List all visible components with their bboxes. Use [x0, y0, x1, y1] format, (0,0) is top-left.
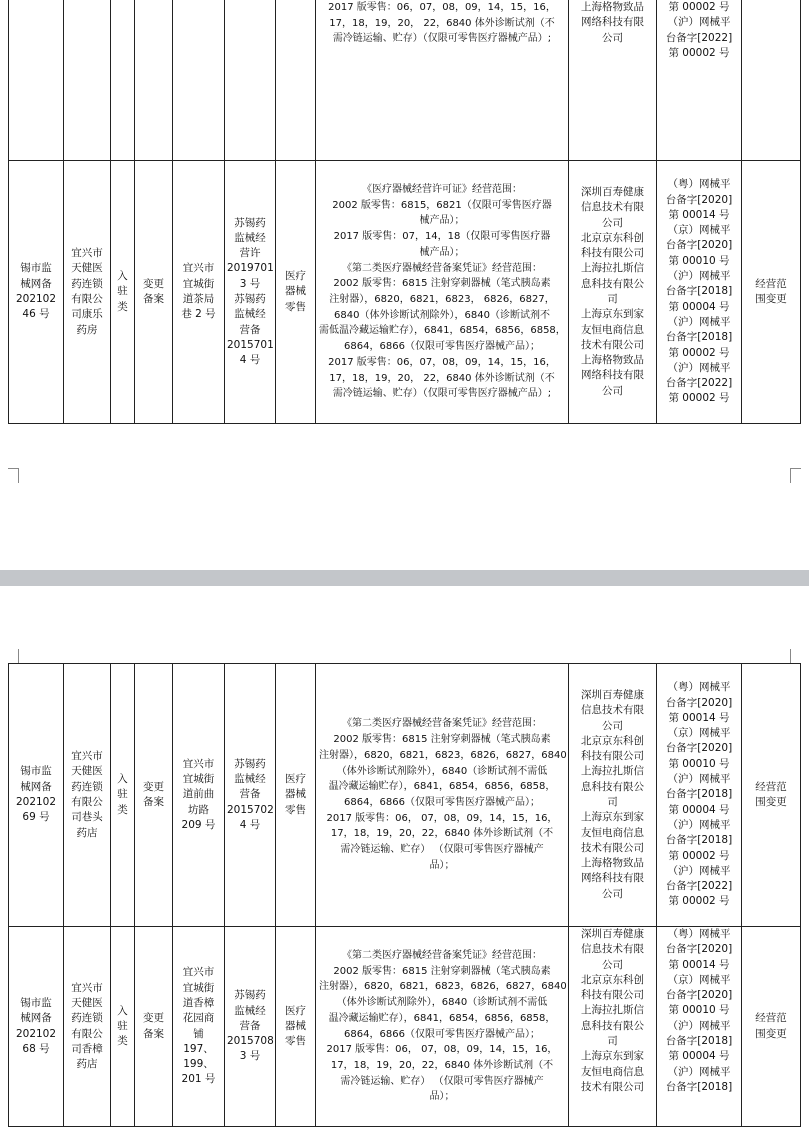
category-cell: [276, 161, 316, 424]
cell-text-line: 第 00014 号: [668, 711, 730, 724]
cell-text-line: 营许: [239, 247, 261, 260]
cell-text-line: 网络科技有限: [581, 16, 644, 29]
cell-text-line: 技术有限公司: [581, 1080, 644, 1093]
cell-text-line: 台备字[2018]: [665, 1080, 733, 1093]
cell-text-line: 宜城街: [182, 773, 215, 786]
cell-text-line: 天健医: [71, 262, 103, 275]
cell-text-line: （沪）网械平: [667, 16, 731, 29]
cell-text-line: 17，18，19，20， 22，6840 体外诊断试剂（不: [329, 17, 555, 29]
cell-text-line: 药店: [76, 826, 98, 839]
cell-text-line: 2017 版零售：06， 07，08，09，14，15，16，: [326, 1044, 558, 1056]
cell-text-line: 宜兴市: [182, 757, 215, 770]
cell-text-line: 苏锡药: [234, 216, 266, 229]
cell-text-line: 医疗: [285, 1004, 306, 1017]
scope-cell: [316, 927, 569, 1127]
cell-text-line: 围变更: [755, 796, 787, 808]
cell-text-line: 科技有限公司: [581, 989, 644, 1002]
cell-text-line: 息科技有限公: [581, 277, 644, 290]
cell-text-line: 信息技术有限: [581, 943, 644, 956]
cell-text-line: 深圳百寿健康: [581, 688, 644, 701]
cell-text-line: 深圳百寿健康: [581, 928, 644, 940]
cell-text-line: 需低温冷藏运输贮存），6841，6854，6856，6858，: [319, 325, 566, 337]
cell-text-line: 201 号: [181, 1073, 216, 1086]
access-type-cell: [111, 0, 135, 161]
cell-text-line: （沪）网械平: [667, 1019, 731, 1032]
cell-text-line: 台备字[2018]: [665, 1035, 733, 1048]
access-type-cell: [111, 927, 135, 1127]
cell-text-line: 2017 版零售：06， 07，08，09，14，15，16，: [326, 812, 558, 824]
cell-text-line: 息科技有限公: [581, 780, 644, 793]
cell-text-line: 《第二类医疗器械经营备案凭证》经营范围：: [342, 718, 542, 730]
cell-text-line: 监械经: [234, 773, 266, 786]
cell-text-line: 北京京东科创: [581, 734, 644, 747]
cell-text-line: 围变更: [755, 293, 787, 305]
cell-text-line: 公司: [602, 958, 623, 971]
cell-text-line: 友恒电商信息: [581, 1065, 644, 1078]
cell-text-line: 台备字[2018]: [665, 331, 733, 344]
cell-text-line: 药店: [76, 1058, 98, 1071]
cell-text-line: 经营范: [755, 277, 787, 290]
cell-text-line: 第 00014 号: [668, 208, 730, 221]
cell-text-line: 6864，6866（仅限可零售医疗器械产品）；: [344, 1028, 540, 1040]
cell-text-line: 科技有限公司: [581, 247, 644, 260]
record-no-cell: [9, 664, 64, 927]
cell-text-line: 注射器），6820，6821，6823，6826，6827，6840: [319, 981, 567, 993]
cell-text-line: 需冷链运输、贮存） （仅限可零售医疗器械产: [340, 1075, 544, 1087]
cell-text-line: 上海京东到家: [581, 308, 644, 321]
cell-text-line: 《第二类医疗器械经营备案凭证》经营范围：: [342, 949, 542, 961]
cell-text-line: （沪）网械平: [667, 315, 731, 328]
cell-text-line: 宜兴市: [71, 981, 103, 994]
cell-text-line: 司: [607, 1035, 618, 1048]
cell-text-line: 司巷头: [71, 811, 103, 824]
cell-text-line: 2002 版零售：6815 注射穿刺器械（笔式胰岛素: [333, 734, 551, 746]
cell-text-line: 2019701: [227, 262, 274, 275]
cell-text-line: 温冷藏运输贮存），6841，6854，6856，6858，: [328, 781, 556, 793]
cell-text-line: 温冷藏运输贮存），6841，6854，6856，6858，: [328, 1012, 556, 1024]
cell-text-line: 深圳百寿健康: [581, 185, 644, 198]
page-separator: [0, 570, 809, 586]
cell-text-line: （体外诊断试剂除外），6840（诊断试剂不需低: [336, 765, 548, 777]
cell-text-line: 械网备: [20, 1012, 52, 1025]
cell-text-line: 2002 版零售：6815，6821（仅限可零售医疗器: [332, 199, 552, 211]
cell-text-line: 2017 版零售：06，07，08，09，14，15，16，: [328, 356, 556, 368]
change-type-cell: [135, 161, 173, 424]
cell-text-line: 2002 版零售：6815 注射穿刺器械（笔式胰岛素: [333, 278, 551, 290]
table-row: [9, 927, 801, 1127]
cell-text-line: 17，18，19，20，22，6840 体外诊断试剂（不: [330, 1059, 554, 1071]
cell-text-line: 备案: [143, 1027, 164, 1040]
cell-text-line: （沪）网械平: [667, 864, 731, 877]
cell-text-line: 驻: [117, 788, 128, 801]
cell-text-line: 驻: [117, 285, 128, 298]
cell-text-line: 宜兴市: [182, 966, 215, 979]
cell-text-line: 上海拉扎斯信: [581, 262, 644, 275]
company-cell: [64, 0, 111, 161]
cell-text-line: （沪）网械平: [667, 1065, 731, 1078]
cell-text-line: 台备字[2020]: [665, 696, 733, 709]
access-type-cell: [111, 664, 135, 927]
cell-text-line: 台备字[2018]: [665, 285, 733, 298]
cell-text-line: 宜兴市: [182, 262, 215, 275]
cell-text-line: 《医疗器械经营许可证》经营范围：: [362, 184, 522, 196]
cell-text-line: 类: [117, 300, 128, 313]
table-row-partial: [9, 0, 801, 161]
cell-text-line: 药连锁: [71, 1012, 103, 1025]
cell-text-line: 公司: [602, 31, 623, 44]
page-corner-mark: [790, 649, 801, 664]
cell-text-line: 2015701: [227, 338, 274, 351]
cell-text-line: 2002 版零售：6815 注射穿刺器械（笔式胰岛素: [333, 965, 551, 977]
cell-text-line: 监械经: [234, 308, 266, 321]
cell-text-line: 入: [117, 773, 128, 786]
cell-text-line: 监械经: [234, 1004, 266, 1017]
platform-cell: [569, 664, 657, 927]
cell-text-line: 道前曲: [182, 788, 215, 801]
platform-record-cell: [657, 161, 742, 424]
platform-cell: [569, 0, 657, 161]
cell-text-line: 公司: [602, 719, 623, 732]
cell-text-line: 第 00002 号: [668, 895, 730, 908]
cell-text-line: 司康乐: [71, 308, 103, 321]
cell-text-line: 台备字[2020]: [665, 989, 733, 1002]
cell-text-line: 变更: [143, 780, 164, 793]
license-cell: [225, 664, 276, 927]
cell-text-line: 苏锡药: [234, 989, 266, 1002]
cell-text-line: 品）；: [429, 859, 455, 871]
cell-text-line: 第 00014 号: [668, 958, 730, 971]
cell-text-line: 2015702: [227, 803, 274, 816]
cell-text-line: 68 号: [22, 1042, 50, 1055]
cell-text-line: 网络科技有限: [581, 872, 644, 885]
cell-text-line: 备案: [143, 293, 164, 305]
company-cell: [64, 664, 111, 927]
cell-text-line: 经营范: [755, 780, 787, 793]
cell-text-line: 第 00002 号: [668, 46, 730, 59]
cell-text-line: 上海京东到家: [581, 811, 644, 824]
platform-cell: [569, 161, 657, 424]
cell-text-line: 台备字[2020]: [665, 239, 733, 252]
table-row: [9, 664, 801, 927]
cell-text-line: 202102: [15, 796, 57, 808]
cell-text-line: 医疗: [285, 773, 306, 786]
cell-text-line: 坊路: [188, 803, 209, 816]
cell-text-line: 第 00002 号: [668, 392, 730, 405]
cell-text-line: 锡市监: [20, 996, 52, 1009]
cell-text-line: 零售: [285, 803, 306, 816]
cell-text-line: 公司: [602, 384, 623, 397]
license-cell: [225, 927, 276, 1127]
page-corner-mark: [790, 468, 801, 483]
cell-text-line: 器械: [285, 1019, 306, 1032]
remark-cell: [742, 664, 801, 927]
cell-text-line: 第 00010 号: [668, 254, 730, 267]
cell-text-line: 台备字[2020]: [665, 193, 733, 206]
cell-text-line: 公司: [602, 887, 623, 900]
cell-text-line: 入: [117, 270, 128, 283]
cell-text-line: 2017 版零售：07，14，18（仅限可零售医疗器: [333, 231, 551, 243]
cell-text-line: 台备字[2020]: [665, 943, 733, 956]
cell-text-line: 入: [117, 1004, 128, 1017]
cell-text-line: 铺: [193, 1027, 204, 1040]
cell-text-line: （京）网械平: [667, 224, 731, 237]
cell-text-line: 3 号: [239, 277, 261, 290]
cell-text-line: 第 00004 号: [668, 300, 730, 313]
scope-cell: [316, 0, 569, 161]
cell-text-line: 技术有限公司: [581, 841, 644, 854]
cell-text-line: 技术有限公司: [581, 338, 644, 351]
cell-text-line: 经营范: [755, 1012, 787, 1025]
cell-text-line: 199、: [183, 1058, 214, 1071]
change-type-cell: [135, 664, 173, 927]
cell-text-line: 197、: [183, 1042, 214, 1055]
cell-text-line: （京）网械平: [667, 973, 731, 986]
cell-text-line: 第 00002 号: [668, 346, 730, 359]
cell-text-line: 2017 版零售：06，07，08，09，14，15，16，: [328, 2, 556, 13]
cell-text-line: 信息技术有限: [581, 704, 644, 717]
cell-text-line: 变更: [143, 1012, 164, 1025]
cell-text-line: 医疗: [285, 270, 306, 283]
platform-record-cell: [657, 927, 742, 1127]
address-cell: [173, 927, 225, 1127]
cell-text-line: 202102: [15, 293, 57, 305]
cell-text-line: 46 号: [22, 308, 50, 321]
cell-text-line: 69 号: [22, 811, 50, 824]
cell-text-line: 上海拉扎斯信: [581, 1004, 644, 1017]
cell-text-line: 北京京东科创: [581, 231, 644, 244]
cell-text-line: 天健医: [71, 996, 103, 1009]
cell-text-line: （粤）网械平: [667, 681, 731, 694]
cell-text-line: 锡市监: [20, 262, 52, 275]
cell-text-line: 台备字[2018]: [665, 834, 733, 847]
cell-text-line: 道香樟: [182, 996, 215, 1009]
platform-record-cell: [657, 0, 742, 161]
cell-text-line: 药连锁: [71, 277, 103, 290]
cell-text-line: 械产品）；: [419, 246, 465, 258]
cell-text-line: 药房: [76, 323, 98, 336]
cell-text-line: 宜城街: [182, 277, 215, 290]
cell-text-line: 有限公: [71, 796, 103, 808]
cell-text-line: 有限公: [71, 293, 103, 305]
record-no-cell: [9, 927, 64, 1127]
address-cell: [173, 0, 225, 161]
cell-text-line: 网络科技有限: [581, 369, 644, 382]
remark-cell: [742, 927, 801, 1127]
cell-text-line: 息科技有限公: [581, 1019, 644, 1032]
cell-text-line: 科技有限公司: [581, 750, 644, 763]
cell-text-line: 6840（体外诊断试剂除外），6840（诊断试剂不: [334, 309, 550, 321]
cell-text-line: 上海格物致品: [581, 857, 644, 870]
cell-text-line: 台备字[2020]: [665, 742, 733, 755]
cell-text-line: 友恒电商信息: [581, 323, 644, 336]
cell-text-line: 道茶局: [182, 293, 215, 305]
record-no-cell: [9, 161, 64, 424]
cell-text-line: 台备字[2022]: [665, 377, 733, 390]
license-cell: [225, 0, 276, 161]
cell-text-line: （粤）网械平: [667, 928, 731, 940]
cell-text-line: 司: [607, 293, 618, 305]
cell-text-line: 注射器），6820，6821，6823， 6826，6827，: [329, 294, 555, 305]
cell-text-line: 宜兴市: [71, 247, 103, 260]
cell-text-line: 驻: [117, 1019, 128, 1032]
cell-text-line: （沪）网械平: [667, 361, 731, 374]
cell-text-line: 第 00002 号: [668, 1, 730, 13]
cell-text-line: 台备字[2022]: [665, 880, 733, 893]
cell-text-line: 品）；: [429, 1091, 455, 1103]
page-corner-mark: [8, 468, 19, 483]
cell-text-line: 营备: [239, 1019, 261, 1032]
change-type-cell: [135, 0, 173, 161]
table-row: [9, 161, 801, 424]
cell-text-line: 台备字[2022]: [665, 31, 733, 44]
cell-text-line: 备案: [143, 796, 164, 808]
platform-record-cell: [657, 664, 742, 927]
cell-text-line: 需冷链运输、贮存）（仅限可零售医疗器械产品）;: [332, 388, 552, 400]
category-cell: [276, 927, 316, 1127]
cell-text-line: 17，18，19，20， 22，6840 体外诊断试剂（不: [329, 372, 555, 384]
page-corner-mark: [8, 649, 19, 664]
cell-text-line: 苏锡药: [234, 757, 266, 770]
remark-cell: [742, 0, 801, 161]
cell-text-line: 巷 2 号: [181, 308, 216, 321]
cell-text-line: 北京京东科创: [581, 973, 644, 986]
page1-table: [8, 0, 801, 424]
cell-text-line: 第 00010 号: [668, 757, 730, 770]
cell-text-line: （粤）网械平: [667, 178, 731, 191]
cell-text-line: 宜城街: [182, 981, 215, 994]
cell-text-line: 6864，6866（仅限可零售医疗器械产品）；: [344, 797, 540, 808]
company-cell: [64, 927, 111, 1127]
cell-text-line: 4 号: [239, 354, 261, 367]
company-cell: [64, 161, 111, 424]
category-cell: [276, 0, 316, 161]
cell-text-line: 第 00010 号: [668, 1004, 730, 1017]
cell-text-line: 需冷链运输、贮存） （仅限可零售医疗器械产: [340, 844, 544, 856]
cell-text-line: 花园商: [182, 1012, 215, 1025]
cell-text-line: 友恒电商信息: [581, 826, 644, 839]
cell-text-line: 17，18，19，20，22，6840 体外诊断试剂（不: [330, 828, 554, 840]
cell-text-line: 营备: [239, 323, 261, 336]
cell-text-line: 类: [117, 803, 128, 816]
cell-text-line: 第 00002 号: [668, 849, 730, 862]
cell-text-line: 6864，6866（仅限可零售医疗器械产品）；: [344, 341, 540, 353]
cell-text-line: 司香樟: [71, 1042, 103, 1055]
cell-text-line: 宜兴市: [71, 750, 103, 763]
cell-text-line: 锡市监: [20, 765, 52, 778]
cell-text-line: 司: [607, 796, 618, 808]
license-cell: [225, 161, 276, 424]
cell-text-line: 202102: [15, 1027, 57, 1040]
cell-text-line: 围变更: [755, 1027, 787, 1040]
cell-text-line: 209 号: [181, 818, 216, 831]
cell-text-line: 第 00004 号: [668, 803, 730, 816]
scope-cell: [316, 161, 569, 424]
cell-text-line: 变更: [143, 277, 164, 290]
cell-text-line: 类: [117, 1035, 128, 1048]
cell-text-line: 监械经: [234, 231, 266, 244]
category-cell: [276, 664, 316, 927]
cell-text-line: 台备字[2018]: [665, 788, 733, 801]
cell-text-line: （沪）网械平: [667, 270, 731, 283]
address-cell: [173, 161, 225, 424]
cell-text-line: 械产品）；: [419, 215, 465, 227]
cell-text-line: 第 00004 号: [668, 1050, 730, 1063]
cell-text-line: 信息技术有限: [581, 201, 644, 214]
access-type-cell: [111, 161, 135, 424]
cell-text-line: 上海京东到家: [581, 1050, 644, 1063]
cell-text-line: 天健医: [71, 765, 103, 778]
cell-text-line: （沪）网械平: [667, 773, 731, 786]
cell-text-line: （沪）网械平: [667, 818, 731, 831]
change-type-cell: [135, 927, 173, 1127]
cell-text-line: 公司: [602, 216, 623, 229]
platform-cell: [569, 927, 657, 1127]
cell-text-line: 营备: [239, 788, 261, 801]
cell-text-line: 注射器），6820，6821，6823，6826，6827，6840: [319, 749, 567, 761]
cell-text-line: 3 号: [239, 1050, 261, 1063]
cell-text-line: 上海格物致品: [581, 354, 644, 367]
cell-text-line: 上海格物致品: [581, 1, 644, 13]
cell-text-line: 零售: [285, 1035, 306, 1048]
cell-text-line: 零售: [285, 300, 306, 313]
record-no-cell: [9, 0, 64, 161]
cell-text-line: 《第二类医疗器械经营备案凭证》经营范围：: [342, 262, 542, 274]
cell-text-line: 4 号: [239, 818, 261, 831]
cell-text-line: 械网备: [20, 277, 52, 290]
address-cell: [173, 664, 225, 927]
cell-text-line: 药连锁: [71, 780, 103, 793]
cell-text-line: （体外诊断试剂除外），6840（诊断试剂不需低: [336, 997, 548, 1009]
cell-text-line: 有限公: [71, 1027, 103, 1040]
remark-cell: [742, 161, 801, 424]
cell-text-line: 2015708: [227, 1035, 274, 1048]
cell-text-line: 上海拉扎斯信: [581, 765, 644, 778]
cell-text-line: 需冷链运输、贮存）（仅限可零售医疗器械产品）;: [332, 33, 552, 45]
page2-table: [8, 663, 801, 1127]
cell-text-line: （京）网械平: [667, 727, 731, 740]
cell-text-line: 械网备: [20, 780, 52, 793]
cell-text-line: 苏锡药: [234, 293, 266, 305]
scope-cell: [316, 664, 569, 927]
cell-text-line: 器械: [285, 788, 306, 801]
cell-text-line: 器械: [285, 285, 306, 298]
